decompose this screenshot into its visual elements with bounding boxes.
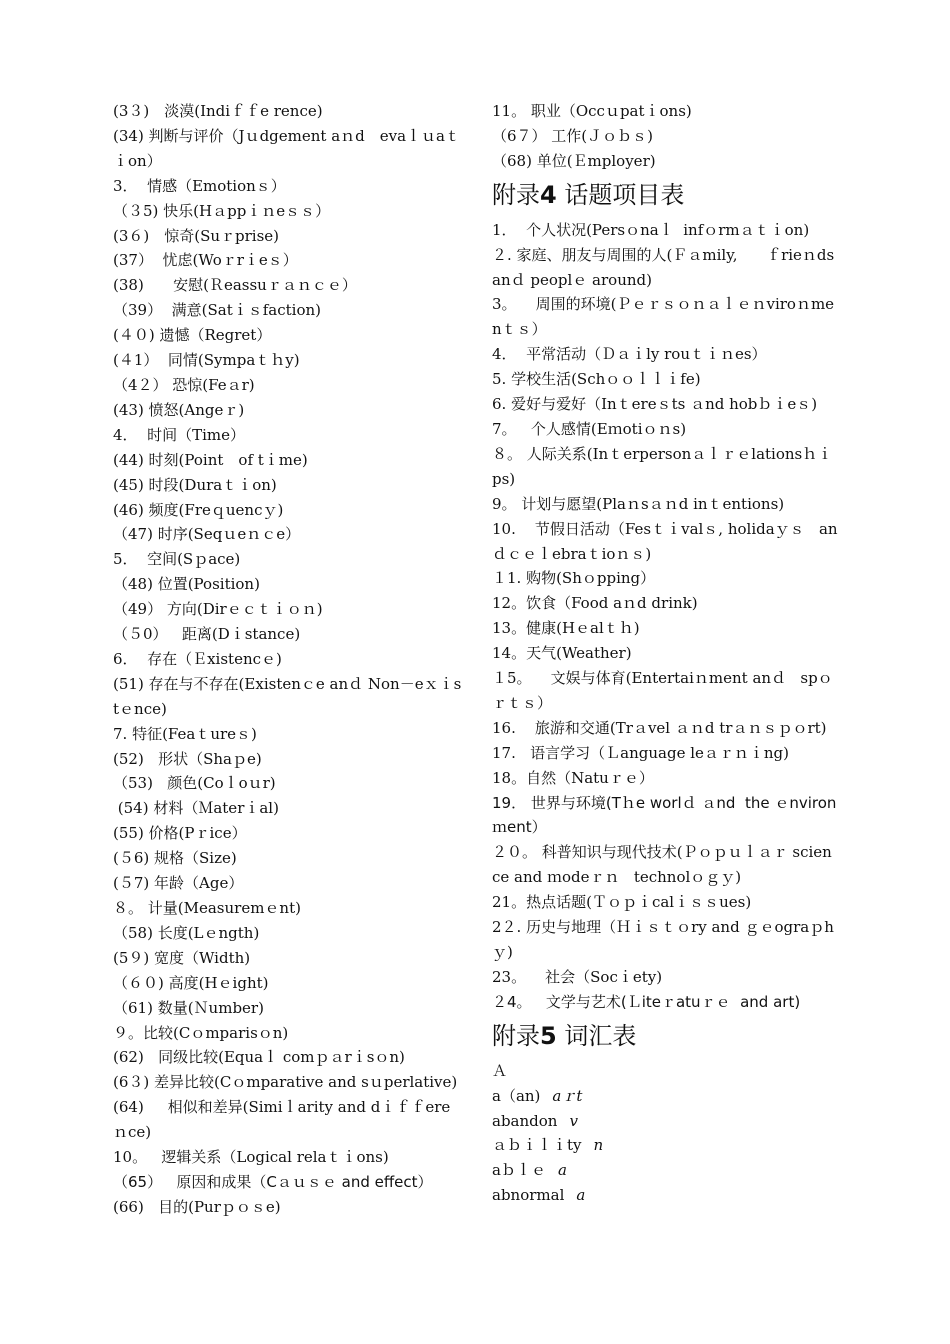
occupation-list xyxy=(492,99,840,174)
list-item: (3３) 淡漠(Indiｆｆe rence) xyxy=(113,102,323,120)
heading-suffix: 词汇表 xyxy=(556,1021,637,1050)
vocabulary-word: a（an) xyxy=(492,1086,541,1105)
list-item: （6７） 工作(Ｊｏｂｓ) xyxy=(492,126,654,145)
list-item: （68) 单位(Ｅmployer) xyxy=(492,151,656,170)
list-item: (５7) 年龄（Age） xyxy=(113,874,244,893)
part-of-speech: n xyxy=(593,1136,604,1155)
vocabulary-entry xyxy=(492,1084,840,1109)
topic-item: 13。健康(Hｅalｔｈ) xyxy=(492,619,640,638)
list-item: (66) 目的(Purｐｏｓe) xyxy=(113,1197,281,1216)
vocabulary-entry xyxy=(492,1059,840,1084)
appendix-4-heading xyxy=(492,181,840,210)
vocabulary-list xyxy=(492,1059,840,1208)
topic-item: 3。 周围的环境(Ｐｅｒｓｏｎａｌｅｎviroｎmenｔｓ） xyxy=(492,295,835,339)
topic-item: 4． 平常活动（Ｄａｉly rouｔｉｎes） xyxy=(492,345,767,364)
list-item: (62) 同级比较(Equaｌ comｐａrｉsｏn) xyxy=(113,1048,405,1067)
list-item: (44) 时刻(Point of tｉme) xyxy=(113,450,308,469)
heading-prefix: 附录 xyxy=(492,1021,540,1050)
heading-suffix: 话题项目表 xyxy=(556,180,685,209)
list-item: (52) 形状（Shaｐe) xyxy=(113,749,262,768)
topic-item: 5. 学校生活(Schｏｏｌｌｉfe) xyxy=(492,370,701,389)
topic-item: 7。 个人感情(Eｍotiｏｎs) xyxy=(492,419,687,438)
topic-item: 10. 节假日活动（Fesｔｉvalｓ, holidaｙｓ anｄｃｅｌebraｔioｎｓ) xyxy=(492,519,838,563)
right-column xyxy=(492,99,840,1208)
vocabulary-word: Ａ xyxy=(492,1061,508,1080)
list-item: (55) 价格(Pｒice） xyxy=(113,824,247,843)
vocabulary-entry xyxy=(492,1183,840,1208)
list-item: (6３) 差异比较(Cｏmparative and sｕperlative) xyxy=(113,1073,458,1092)
list-item: （65） 原因和成果（Cａｕｓｅ and effect） xyxy=(113,1172,433,1191)
part-of-speech: v xyxy=(569,1111,578,1130)
list-item: (3６) 惊奇(Suｒprise) xyxy=(113,226,280,245)
list-item: （53) 颜色(Coｌoｕr) xyxy=(113,774,276,793)
list-item: （５0） 距离(Dｉstance) xyxy=(113,625,301,644)
part-of-speech: a xyxy=(576,1186,586,1205)
part-of-speech: aｒt xyxy=(552,1086,583,1105)
vocabulary-word: abnormal xyxy=(492,1186,565,1205)
list-item: (64) 相似和差异(Simiｌarity and dｉｆｆereｎce) xyxy=(113,1098,451,1142)
topic-item: 19． 世界与环境(Tｈe worlｄ ａnd the ｅnvironｍent） xyxy=(492,793,837,837)
list-item: 6． 存在（Ｅxistencｅ) xyxy=(113,649,282,668)
list-item: (38) 安慰(Ｒeassuｒａｎｃｅ） xyxy=(113,276,357,295)
list-item: (45) 时段(Duraｔｉon) xyxy=(113,475,277,494)
list-item: 11。 职业（Occｕpatｉons) xyxy=(492,102,692,120)
list-item: 3． 情感（Emotionｓ） xyxy=(113,176,286,195)
list-item: （48) 位置(Position) xyxy=(113,575,260,594)
list-item: (51) 存在与不存在(Existenｃe anｄ Non－eｘｉstｅnce) xyxy=(113,674,462,718)
topic-item: １5。 文娱与体育(Entertaiｎment anｄ spｏｒｔｓ） xyxy=(492,669,833,712)
list-item: （39） 满意(Satｉｓfaction) xyxy=(113,301,321,320)
list-item: （58) 长度(Lｅngth) xyxy=(113,923,260,942)
vocabulary-entry xyxy=(492,1158,840,1183)
topic-item: 21。热点话题(Ｔｏｐｉcalｉｓｓues) xyxy=(492,893,752,912)
list-item: （49） 方向(Dirｅｃｔｉｏｎ) xyxy=(113,600,323,619)
topic-item: 16. 旅游和交通(Trａvel ａｎd trａｎｓｐｏrt) xyxy=(492,718,827,737)
topic-list xyxy=(492,218,840,1015)
heading-number: 4 xyxy=(540,180,557,209)
appendix-5-heading xyxy=(492,1022,840,1051)
list-item: ８。 计量(Measuremｅnt) xyxy=(113,899,301,917)
list-item: (46) 频度(Freｑuencｙ) xyxy=(113,500,284,519)
vocabulary-word: aｂｌｅ xyxy=(492,1161,546,1180)
topic-item: 23。 社会（Socｉety) xyxy=(492,967,663,986)
list-item: （３5) 快乐(Hａppｉｎeｓｓ） xyxy=(113,201,331,220)
list-item: (５6) 规格（Size) xyxy=(113,849,237,868)
topic-item: 9。 计划与愿望(Plaｎsａｎd inｔentions) xyxy=(492,494,785,513)
list-item: 5． 空间(Sｐace) xyxy=(113,550,241,569)
topic-item: 18。自然（Natuｒｅ） xyxy=(492,768,654,787)
list-item: (４０) 遗憾（Regret） xyxy=(113,326,272,345)
vocabulary-entry xyxy=(492,1133,840,1158)
topic-item: １1. 购物(Shｏpping） xyxy=(492,569,656,588)
heading-number: 5 xyxy=(540,1021,557,1050)
list-item: (43) 愤怒(Angeｒ) xyxy=(113,400,245,419)
heading-prefix: 附录 xyxy=(492,180,540,209)
list-item: ９。比较(Cｏmparisｏn) xyxy=(113,1023,289,1042)
topic-item: 6. 爱好与爱好（Inｔereｓts ａnd hobｂｉeｓ) xyxy=(492,395,818,414)
list-item: 10。 逻辑关系（Logical relaｔｉons) xyxy=(113,1148,389,1167)
topic-item: ２4。 文学与艺术(Ｌiteｒatuｒｅ and art) xyxy=(492,992,801,1011)
list-item: （4２） 恐惊(Feａr) xyxy=(113,375,255,394)
list-item: （61) 数量(Ｎumber) xyxy=(113,998,264,1017)
topic-item: 2２. 历史与地理（Ｈｉｓｔｏry and ｇｅograｐhｙ) xyxy=(492,918,834,961)
list-item: (54) 材料（Ｍaterｉal) xyxy=(113,799,279,818)
topic-item: 17. 语言学习（Ｌanguage leａｒｎｉng) xyxy=(492,743,790,762)
topic-item: ２. 家庭、朋友与周围的人(Ｆａmily, ｆrieｎds anｄ peoplｅ around) xyxy=(492,245,839,289)
topic-item: 12。饮食（Food aｎd drink) xyxy=(492,594,698,613)
list-item: (5９) 宽度（Width) xyxy=(113,948,251,967)
list-item: 4． 时间（Time） xyxy=(113,425,245,444)
topic-item: 1． 个人状况(Persｏnaｌ infｏrmａｔｉon) xyxy=(492,220,810,239)
vocabulary-entry xyxy=(492,1109,840,1134)
vocabulary-word: abandon xyxy=(492,1111,558,1130)
topic-item: ２０。 科普知识与现代技术(Ｐｏｐｕｌａｒ science and ｍodeｒｎ technolｏｇｙ) xyxy=(492,843,832,887)
topic-item: ８。 人际关系(Inｔerpersonａｌｒｅlationsｈｉps) xyxy=(492,444,833,488)
left-column xyxy=(113,99,463,1220)
list-item: （47) 时序(Seqｕeｎｃe） xyxy=(113,525,301,544)
list-item: 7. 特征(Feaｔureｓ) xyxy=(113,724,257,743)
list-item: （６０) 高度(Hｅight) xyxy=(113,973,269,992)
list-item: (34) 判断与评价（Jｕdgement aｎd evaｌｕaｔｉon） xyxy=(113,126,460,170)
topic-item: 14。天气(Weather) xyxy=(492,644,632,663)
part-of-speech: a xyxy=(557,1161,567,1180)
vocabulary-word: ａｂｉｌｉty xyxy=(492,1136,582,1155)
list-item: (37） 忧虑(Woｒrｉeｓ） xyxy=(113,251,298,270)
list-item: (４1） 同情(Sympaｔｈy) xyxy=(113,351,300,370)
